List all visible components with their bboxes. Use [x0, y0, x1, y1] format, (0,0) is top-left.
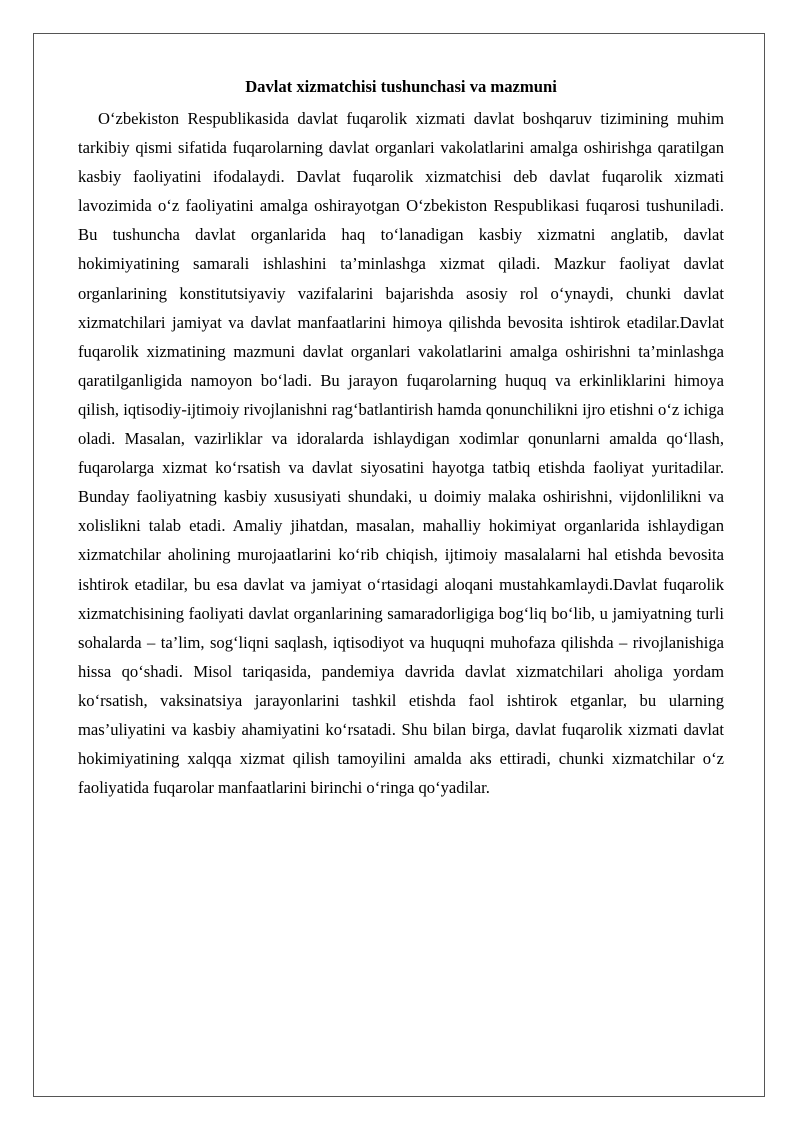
document-title: Davlat xizmatchisi tushunchasi va mazmuni: [245, 77, 557, 96]
document-paragraph: O‘zbekiston Respublikasida davlat fuqarolik xizmati davlat boshqaruv tizimining muhim tarkibiy qismi sifatida fuqarolarning davlat organlari vakolatlarini amalga oshirishga qaratilgan kasbiy faoliyatini ifodalaydi. Davlat fuqarolik xizmatchisi deb davlat fuqarolik xizmati lavozimida o‘z faoliyatini amalga oshirayotgan O‘zbekiston Respublikasi fuqarosi tushuniladi. Bu tushuncha davlat organlarida haq to‘lanadigan kasbiy xizmatni anglatib, davlat hokimiyatining samarali ishlashini ta’minlashga xizmat qiladi. Mazkur faoliyat davlat organlarining konstitutsiyaviy vazifalarini bajarishda asosiy rol o‘ynaydi, chunki davlat xizmatchilari jamiyat va davlat manfaatlarini himoya qilishda bevosita ishtirok etadilar.Davlat fuqarolik xizmatining mazmuni davlat organlari vakolatlarini amalga oshirishni ta’minlashga qaratilganligida namoyon bo‘ladi. Bu jarayon fuqarolarning huquq va erkinliklarini himoya qilish, iqtisodiy-ijtimoiy rivojlanishni rag‘batlantirish hamda qonunchilikni ijro etishni o‘z ichiga oladi. Masalan, vazirliklar va idoralarda ishlaydigan xodimlar qonunlarni amalda qo‘llash, fuqarolarga xizmat ko‘rsatish va davlat siyosatini hayotga tatbiq etishda faoliyat yuritadilar. Bunday faoliyatning kasbiy xususiyati shundaki, u doimiy malaka oshirishni, vijdonlilikni va xolislikni talab etadi. Amaliy jihatdan, masalan, mahalliy hokimiyat organlarida ishlaydigan xizmatchilar aholining murojaatlarini ko‘rib chiqish, ijtimoiy masalalarni hal etishda bevosita ishtirok etadilar, bu esa davlat va jamiyat o‘rtasidagi aloqani mustahkamlaydi.Davlat fuqarolik xizmatchisining faoliyati davlat organlarining samaradorligiga bog‘liq bo‘lib, u jamiyatning turli sohalarda – ta’lim, sog‘liqni saqlash, iqtisodiyot va huquqni muhofaza qilishda – rivojlanishiga hissa qo‘shadi. Misol tariqasida, pandemiya davrida davlat xizmatchilari aholiga yordam ko‘rsatish, vaksinatsiya jarayonlarini tashkil etishda faol ishtirok etganlar, bu ularning mas’uliyatini va kasbiy ahamiyatini ko‘rsatadi. Shu bilan birga, davlat fuqarolik xizmati davlat hokimiyatining xalqqa xizmat qilish tamoyilini amalda aks ettiradi, chunki xizmatchilar o‘z faoliyatida fuqarolar manfaatlarini birinchi o‘ringa qo‘yadilar.: [78, 109, 724, 798]
document-body: [78, 75, 724, 802]
